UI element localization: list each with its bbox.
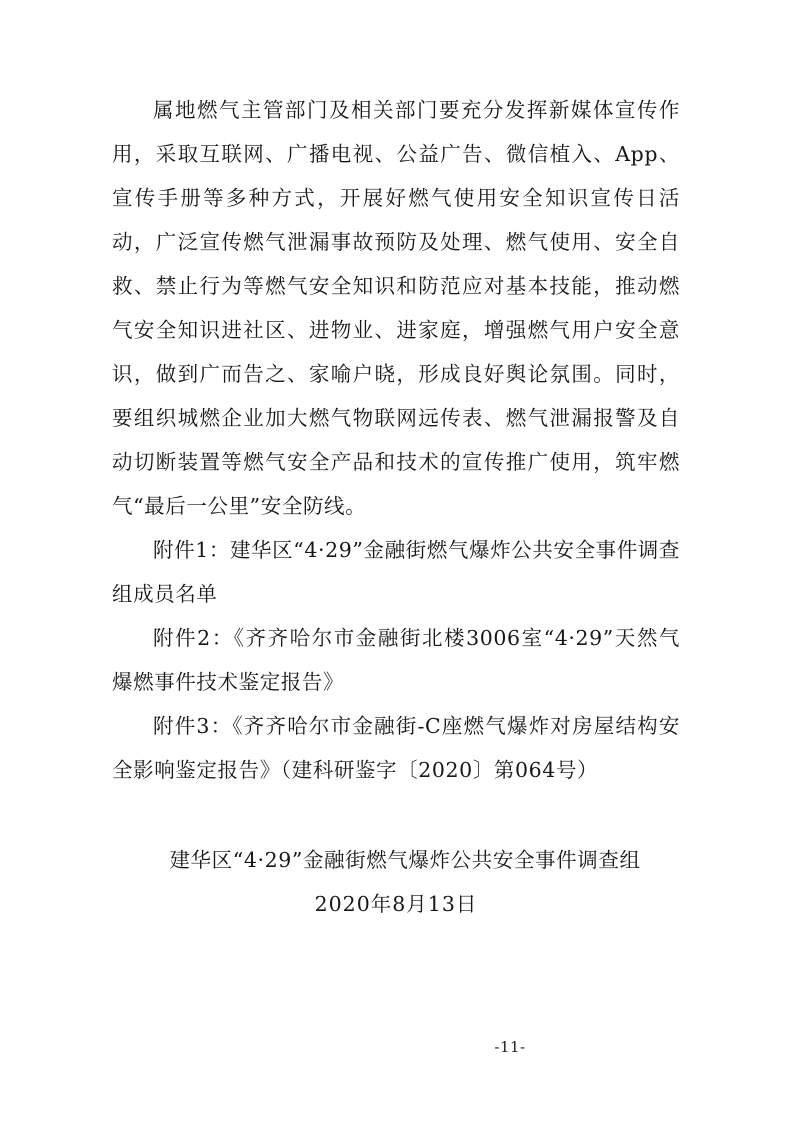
signature-date: 2020年8月13日 (314, 892, 478, 916)
signature-organization: 建华区“4·29”金融街燃气爆炸公共安全事件调查组 (169, 848, 641, 872)
attachment-list (112, 528, 680, 792)
attachment-item-1: 附件1：建华区“4·29”金融街燃气爆炸公共安全事件调查组成员名单 (112, 538, 680, 606)
signature-block (112, 838, 680, 926)
body-paragraph-1: 属地燃气主管部门及相关部门要充分发挥新媒体宣传作用，采取互联网、广播电视、公益广告、微信植入、App、宣传手册等多种方式，开展好燃气使用安全知识宣传日活动，广泛宣传燃气泄漏事故预防及处理、燃气使用、安全自救、禁止行为等燃气安全知识和防范应对基本技能，推动燃气安全知识进社区、进物业、进家庭，增强燃气用户安全意识，做到广而告之、家喻户晓，形成良好舆论氛围。同时，要组织城燃企业加大燃气物联网远传表、燃气泄漏报警及自动切断装置等燃气安全产品和技术的宣传推广使用，筑牢燃气“最后一公里”安全防线。 (112, 98, 680, 518)
attachment-item-2: 附件2：《齐齐哈尔市金融街北楼3006室“4·29”天然气爆燃事件技术鉴定报告》 (112, 626, 680, 694)
attachment-item-3: 附件3：《齐齐哈尔市金融街-C座燃气爆炸对房屋结构安全影响鉴定报告》（建科研鉴字〔2020〕第064号） (112, 714, 680, 782)
page-content (112, 88, 680, 926)
page-number: -11- (494, 1038, 526, 1056)
